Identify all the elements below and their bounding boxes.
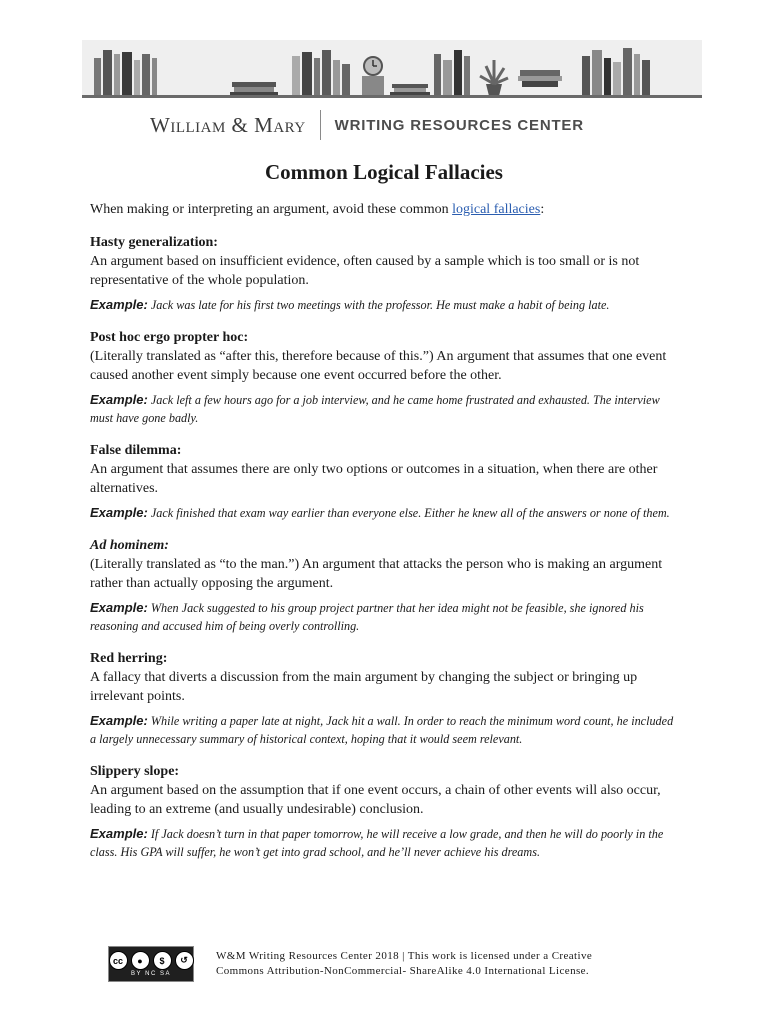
book-group-left [94, 50, 157, 96]
section-heading: False dilemma: [90, 443, 182, 458]
example-text: Jack left a few hours ago for a job interview, and he came home frustrated and exhausted. The interview must have gone badly. [90, 393, 660, 425]
section-heading: Red herring: [90, 651, 168, 666]
intro-suffix: : [540, 202, 545, 217]
cc-license-badge[interactable] [108, 946, 194, 982]
section-heading: Slippery slope: [90, 764, 180, 779]
example-label: Example: [90, 505, 148, 520]
section-definition: A fallacy that diverts a discussion from the main argument by changing the subject or bringing up irrelevant points. [90, 670, 638, 704]
section-example [90, 504, 680, 522]
section-definition: (Literally translated as “after this, therefore because of this.”) An argument that assumes that one event caused another event simply because one event occurred before the other. [90, 349, 667, 383]
example-label: Example: [90, 713, 148, 728]
section-definition: (Literally translated as “to the man.”) An argument that attacks the person who is making an argument rather than actually opposing the argument. [90, 557, 663, 591]
fallacy-section-false-dilemma [90, 441, 680, 522]
cc-badge-sub: BY NC SA [131, 971, 171, 977]
section-definition: An argument based on insufficient evidence, often caused by a sample which is too small or is not representative of the whole population. [90, 254, 640, 288]
license-footer [108, 944, 668, 984]
shelf-line [82, 95, 702, 98]
section-example [90, 391, 680, 427]
brand-unit: WRITING RESOURCES CENTER [334, 116, 584, 134]
section-example [90, 296, 680, 314]
fallacy-section-ad-hominem [90, 536, 680, 635]
example-text: If Jack doesn’t turn in that paper tomorrow, he will receive a low grade, and then he will do poorly in the class. His GPA will suffer, he won’t get into grad school, and he’ll never achieve his dreams. [90, 827, 664, 859]
brand-header [150, 108, 630, 142]
section-definition: An argument that assumes there are only two options or outcomes in a situation, when there are other alternatives. [90, 462, 658, 496]
section-heading: Hasty generalization: [90, 235, 218, 250]
example-label: Example: [90, 826, 148, 841]
cc-icon-row [109, 951, 194, 970]
section-example [90, 599, 680, 635]
example-label: Example: [90, 297, 148, 312]
book-stack-2 [390, 84, 430, 96]
footer-line-1: W&M Writing Resources Center 2018 | This work is licensed under a Creative [216, 950, 593, 962]
document-body [90, 200, 680, 875]
clock-icon [362, 57, 384, 96]
brand-name: William & Mary [150, 112, 306, 137]
page-title: Common Logical Fallacies [265, 160, 503, 184]
fallacy-section-post-hoc [90, 328, 680, 427]
example-text: Jack was late for his first two meetings with the professor. He must make a habit of being late. [150, 298, 610, 312]
section-example [90, 712, 680, 748]
cc-icon: cc [109, 951, 128, 970]
intro-text: When making or interpreting an argument, avoid these common [90, 202, 453, 217]
section-heading: Post hoc ergo propter hoc: [90, 330, 249, 345]
example-label: Example: [90, 600, 148, 615]
section-definition: An argument based on the assumption that if one event occurs, a chain of other events will also occur, leading to an extreme (and usually undesirable) conclusion. [90, 783, 661, 817]
section-example [90, 825, 680, 861]
example-label: Example: [90, 392, 148, 407]
footer-text [216, 949, 592, 979]
cc-sa-icon: ↺ [175, 951, 194, 970]
example-text: When Jack suggested to his group project partner that her idea might not be feasible, she ignored his reasoning and accused him of being overly controlling. [90, 601, 644, 633]
bookshelf-banner [82, 40, 702, 98]
section-heading: Ad hominem: [90, 538, 169, 553]
example-text: Jack finished that exam way earlier than everyone else. Either he knew all of the answers or none of them. [150, 506, 670, 520]
example-text: While writing a paper late at night, Jack hit a wall. In order to reach the minimum word count, he included a largely unnecessary summary of historical context, hoping that it would seem relevant. [90, 714, 674, 746]
cc-nc-icon: $ [153, 951, 172, 970]
logical-fallacies-link[interactable]: logical fallacies [452, 202, 541, 217]
footer-line-2: Commons Attribution-NonCommercial- ShareAlike 4.0 International License. [216, 965, 590, 977]
fallacy-section-hasty-generalization [90, 233, 680, 314]
cc-by-icon: ● [131, 951, 150, 970]
fallacy-section-red-herring [90, 649, 680, 748]
fallacy-section-slippery-slope [90, 762, 680, 861]
book-stack-1 [230, 82, 278, 96]
intro-paragraph [90, 200, 680, 219]
brand-divider [320, 110, 321, 140]
